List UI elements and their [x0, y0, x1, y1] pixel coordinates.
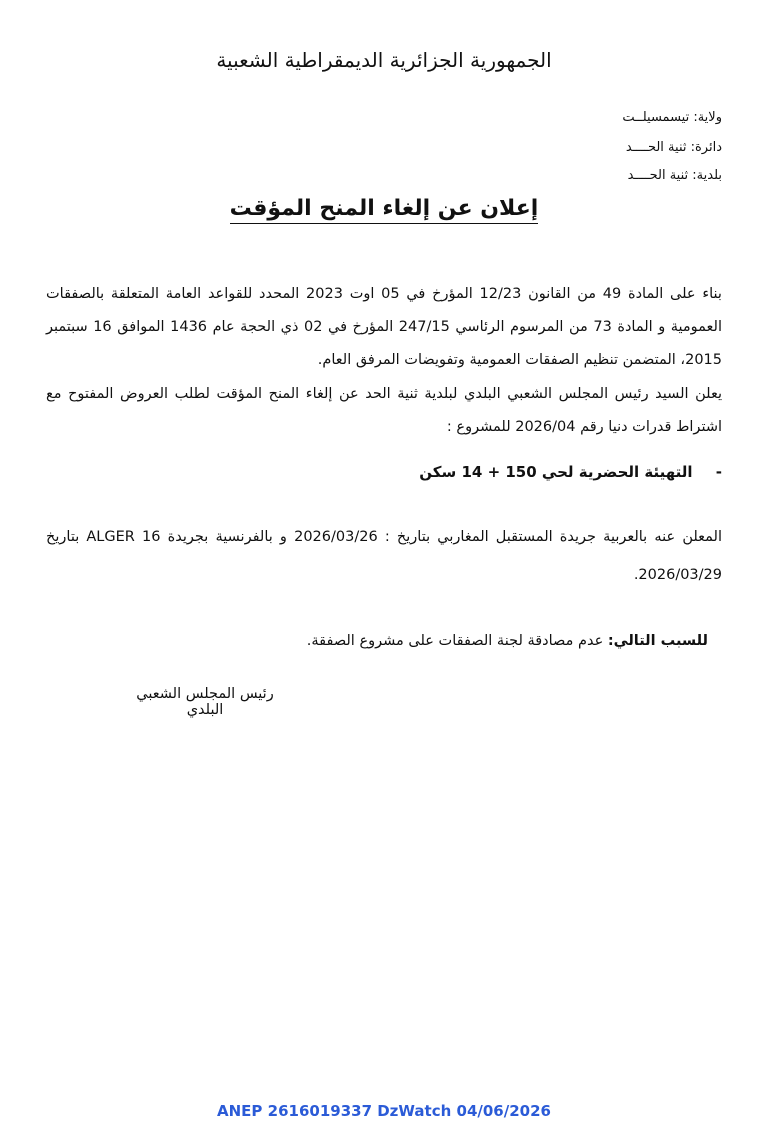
bullet-dash: -	[715, 463, 722, 481]
footer-reference: ANEP 2616019337 DzWatch 04/06/2026	[217, 1102, 551, 1120]
document-title-text: إعلان عن إلغاء المنح المؤقت	[230, 196, 539, 224]
project-name: التهيئة الحضرية لحي 150 + 14 سكن	[419, 463, 693, 481]
reason-label: للسبب التالي:	[607, 633, 708, 649]
project-bullet	[46, 463, 722, 481]
baladia-label: بلدية: ثنية الحــــد	[627, 168, 722, 183]
reason-text: عدم مصادقة لجنة الصفقات على مشروع الصفقة.	[306, 633, 608, 649]
publication-paragraph: المعلن عنه بالعربية جريدة المستقبل المغاربي بتاريخ : 2026/03/26 و بالفرنسية بجريدة ALGER 16 بتاريخ 2026/03/29.	[46, 529, 723, 583]
announcement-paragraph: يعلن السيد رئيس المجلس الشعبي البلدي لبلدية ثنية الحد عن إلغاء المنح المؤقت لطلب العروض المفتوح مع اشتراط قدرات دنيا رقم 2026/04 للمشروع :	[46, 386, 722, 435]
reason-line	[48, 633, 708, 649]
document-title	[0, 196, 768, 221]
legal-basis-paragraph: بناء على المادة 49 من القانون 12/23 المؤرخ في 05 اوت 2023 المحدد للقواعد العامة المتعلقة بالصفقات العمومية و المادة 73 من المرسوم الرئاسي 247/15 المؤرخ في 02 ذي الحجة عام 1436 الموافق 16 سبتمبر 2015، المتضمن تنظيم الصفقات العمومية وتفويضات المرفق العام.	[46, 286, 722, 368]
signature-block: رئيس المجلس الشعبي البلدي	[136, 686, 274, 718]
wilaya-label: ولاية: تيسمسيلــت	[622, 110, 722, 125]
republic-heading: الجمهورية الجزائرية الديمقراطية الشعبية	[216, 48, 552, 72]
daira-label: دائرة: ثنية الحــــد	[625, 140, 722, 155]
